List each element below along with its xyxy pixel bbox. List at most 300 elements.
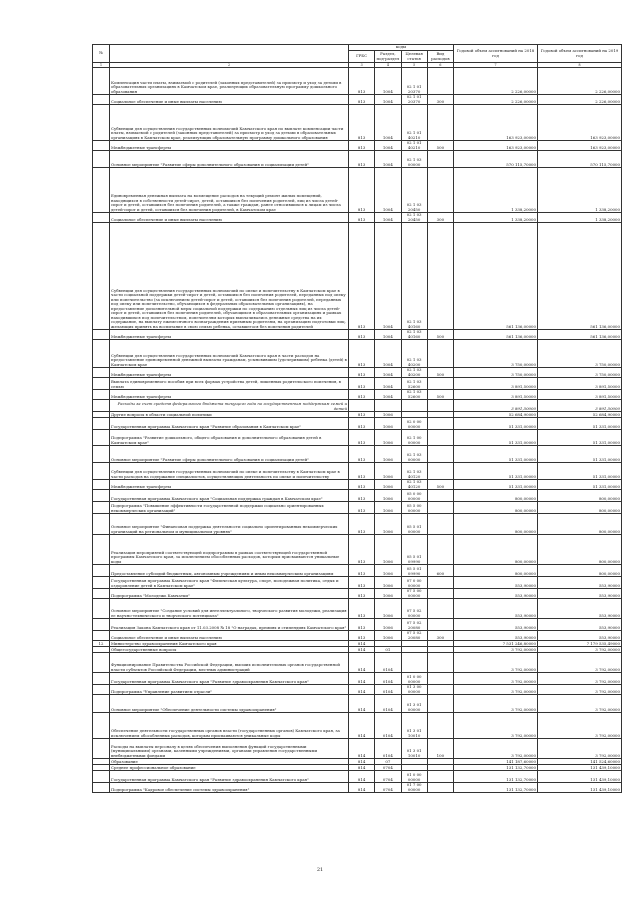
row-section: 1004 [375, 95, 401, 105]
row-name: Социальное обеспечение и иные выплаты населению [110, 95, 349, 105]
table-row [93, 565, 622, 577]
row-amount-2019: 553,90000 [538, 619, 622, 631]
row-expense-type [427, 577, 453, 589]
row-name: Компенсация части платы, взимаемой с родителей (законных представителей) за присмотр и уход за детьми в образовательных организациях в Камчатском крае, реализующих образовательную программу дошкольного образования [110, 68, 349, 95]
row-name: Основное мероприятие "Финансовая поддержка деятельности социально ориентированных некоммерческих организаций на региональном и муниципальном уровнях" [110, 514, 349, 535]
row-name: Межбюджетные трансферты [110, 330, 349, 340]
row-expense-type [427, 599, 453, 619]
table-row [93, 390, 622, 400]
table-body [93, 68, 622, 793]
row-amount-2018: 131 132,70000 [454, 783, 538, 793]
column-index: 3 [349, 63, 375, 68]
row-name: Подпрограмма "Кадровое обеспечение системы здравоохранения" [110, 783, 349, 793]
row-amount-2019: 51 331,00000 [538, 430, 622, 446]
row-grbs: 813 [349, 378, 375, 390]
row-grbs: 814 [349, 765, 375, 771]
row-number [93, 771, 110, 783]
row-amount-2019: 141 524,60000 [538, 759, 622, 765]
row-number [93, 213, 110, 223]
row-name: Субвенции для осуществления государственных полномочий по опеке и попечительству в Камчатском крае в части социальной поддержки детей-сирот и детей, оставшихся без попечения родителей, переданных под опеку или попечительство (за исключением детей-сирот и детей, оставшихся без попечения родителей, переданных под опеку или попечительство, обучающихся в федеральных образовательных организациях), на предоставление дополнительной меры социальной поддержки по содержанию отдельных лиц из числа детей-сирот и детей, оставшихся без попечения родителей, обучающихся в образовательных организациях и рамках находившихся под попечительством, попечителям которых выплачивались денежные средства на их содержание, на выплату ежемесячного вознаграждения приемным родителям, на организацию подготовки лиц, желающих принять на воспитание в свою семью ребенка, оставшегося без попечения родителей [110, 223, 349, 330]
row-amount-2019: 3 891,50000 [538, 378, 622, 390]
column-index: 8 [538, 63, 622, 68]
row-number [93, 168, 110, 213]
table-row [93, 95, 622, 105]
row-amount-2019: 553,90000 [538, 631, 622, 641]
row-target-article: 02 0 00 00000 [401, 418, 427, 430]
row-grbs: 814 [349, 771, 375, 783]
table-row [93, 213, 622, 223]
row-expense-type: 500 [427, 390, 453, 400]
row-number [93, 577, 110, 589]
table-row [93, 490, 622, 502]
row-expense-type [427, 105, 453, 141]
row-target-article: 05 0 00 00000 [401, 490, 427, 502]
row-name: Межбюджетные трансферты [110, 390, 349, 400]
row-expense-type: 300 [427, 95, 453, 105]
row-expense-type [427, 783, 453, 793]
row-expense-type [427, 673, 453, 685]
row-section: 1004 [375, 390, 401, 400]
row-expense-type [427, 490, 453, 502]
column-index: 7 [454, 63, 538, 68]
row-grbs: 813 [349, 631, 375, 641]
header-grbs: ГРБС [349, 51, 375, 63]
table-row [93, 589, 622, 599]
row-section: 1006 [375, 490, 401, 502]
row-number [93, 480, 110, 490]
table-row [93, 151, 622, 168]
row-amount-2018: 51 331,00000 [454, 430, 538, 446]
row-section: 1006 [375, 480, 401, 490]
row-number [93, 223, 110, 330]
row-amount-2018: 3 792,00000 [454, 739, 538, 759]
row-expense-type [427, 68, 453, 95]
header-year-2018: Годовой объем ассигнований на 2018 год [454, 45, 538, 63]
row-amount-2019: 561 136,00000 [538, 330, 622, 340]
table-row [93, 783, 622, 793]
table-row [93, 653, 622, 673]
column-index: 5 [401, 63, 427, 68]
row-number [93, 739, 110, 759]
row-grbs: 813 [349, 418, 375, 430]
row-amount-2018: 553,90000 [454, 631, 538, 641]
row-name: Общегосударственные вопросы [110, 647, 349, 653]
row-target-article: 07 5 02 00000 [401, 599, 427, 619]
row-grbs: 813 [349, 446, 375, 463]
row-amount-2019: 3 792,00000 [538, 713, 622, 739]
row-number [93, 95, 110, 105]
row-expense-type: 600 [427, 565, 453, 577]
row-target-article: 02 1 03 52600 [401, 390, 427, 400]
row-section: 0104 [375, 739, 401, 759]
row-section: 1006 [375, 599, 401, 619]
document-page [92, 44, 622, 793]
row-amount-2019: 2 226,00000 [538, 95, 622, 105]
row-amount-2018: 131 132,70000 [454, 765, 538, 771]
row-amount-2019: 3 750,00000 [538, 340, 622, 368]
row-grbs: 813 [349, 412, 375, 418]
row-target-article [401, 653, 427, 673]
row-amount-2018: 2 226,00000 [454, 95, 538, 105]
row-section: 0704 [375, 783, 401, 793]
column-index: 4 [375, 63, 401, 68]
row-grbs: 813 [349, 514, 375, 535]
row-section: 1006 [375, 535, 401, 565]
row-name: Выплата единовременного пособия при всех формах устройства детей, лишенных родительского попечения, в семью [110, 378, 349, 390]
row-number [93, 631, 110, 641]
row-amount-2019: 800,00000 [538, 535, 622, 565]
row-amount-2019: 131 439,10000 [538, 771, 622, 783]
row-amount-2019: 3 891,50000 [538, 400, 622, 412]
row-section: 1004 [375, 151, 401, 168]
table-row [93, 535, 622, 565]
row-name: Обеспечение деятельности государственных органов власти (государственных органов) Камчатского края, за исключением обособленных расходов, которым присваиваются уникальные коды [110, 713, 349, 739]
row-name: Субвенции для осуществления государственных полномочий по опеке и попечительству в Камчатском крае в части расходов на содержание специалистов, осуществляющих деятельность по опеке и попечительству [110, 463, 349, 480]
row-name: Государственная программа Камчатского края "Физическая культура, спорт, молодежная политика, отдых и оздоровление детей в Камчатском крае" [110, 577, 349, 589]
row-expense-type [427, 463, 453, 480]
row-name: Предоставление субсидий бюджетным, автономным учреждениям и иным некоммерческим организациям [110, 565, 349, 577]
row-section: 07 [375, 759, 401, 765]
row-amount-2018: 553,90000 [454, 619, 538, 631]
row-grbs: 813 [349, 68, 375, 95]
row-expense-type [427, 168, 453, 213]
row-amount-2018: 3 750,00000 [454, 340, 538, 368]
row-expense-type [427, 223, 453, 330]
row-target-article: 02 1 03 20450 [401, 168, 427, 213]
row-name: Социальное обеспечение и иные выплаты населению [110, 213, 349, 223]
row-amount-2019: 3 792,00000 [538, 739, 622, 759]
row-number [93, 151, 110, 168]
row-amount-2019: 553,90000 [538, 589, 622, 599]
row-grbs: 813 [349, 565, 375, 577]
row-number [93, 599, 110, 619]
row-section: 1006 [375, 577, 401, 589]
row-expense-type [427, 151, 453, 168]
row-expense-type [427, 502, 453, 514]
row-name: Подпрограмма "Молодежь Камчатки" [110, 589, 349, 599]
row-number [93, 330, 110, 340]
row-name: Основное мероприятие "Развитие сферы дополнительного образования и социализации детей" [110, 151, 349, 168]
row-amount-2019: 52 684,90000 [538, 412, 622, 418]
row-grbs: 813 [349, 535, 375, 565]
row-amount-2019: 1 338,20000 [538, 213, 622, 223]
row-grbs: 813 [349, 95, 375, 105]
row-section: 1004 [375, 340, 401, 368]
row-expense-type [427, 619, 453, 631]
row-section: 0704 [375, 765, 401, 771]
row-amount-2019: 163 923,00000 [538, 141, 622, 151]
row-expense-type [427, 713, 453, 739]
row-section: 1006 [375, 412, 401, 418]
row-name: Расходы за счет средств федерального бюджета текущего года по государственным поддержкам семей и детей [110, 400, 349, 412]
row-number [93, 446, 110, 463]
row-amount-2018: 800,00000 [454, 490, 538, 502]
row-amount-2018: 3 792,00000 [454, 647, 538, 653]
row-grbs: 813 [349, 213, 375, 223]
row-number [93, 673, 110, 685]
row-expense-type: 500 [427, 330, 453, 340]
table-row [93, 599, 622, 619]
table-row [93, 340, 622, 368]
row-amount-2018: 163 923,00000 [454, 105, 538, 141]
row-amount-2019: 51 331,00000 [538, 418, 622, 430]
row-target-article: 01 0 00 00000 [401, 771, 427, 783]
table-row [93, 418, 622, 430]
row-amount-2019: 3 792,00000 [538, 695, 622, 713]
row-grbs: 813 [349, 390, 375, 400]
row-grbs: 813 [349, 223, 375, 330]
row-amount-2018: 561 136,00000 [454, 223, 538, 330]
table-row [93, 514, 622, 535]
row-target-article: 01 3 01 00000 [401, 695, 427, 713]
table-row [93, 673, 622, 685]
row-amount-2019: 2 226,00000 [538, 68, 622, 95]
row-target-article: 02 1 00 00000 [401, 430, 427, 446]
row-grbs: 813 [349, 589, 375, 599]
table-row [93, 502, 622, 514]
row-name: Подпрограмма "Повышение эффективности государственной поддержки социально ориентированных некоммерческих организаций" [110, 502, 349, 514]
row-target-article: 01 3 00 00000 [401, 685, 427, 695]
row-grbs: 814 [349, 739, 375, 759]
row-number [93, 685, 110, 695]
row-grbs: 813 [349, 330, 375, 340]
row-amount-2018: 800,00000 [454, 502, 538, 514]
row-amount-2018: 553,90000 [454, 599, 538, 619]
row-section: 1004 [375, 168, 401, 213]
row-target-article: 07 5 02 20080 [401, 619, 427, 631]
row-number [93, 430, 110, 446]
row-grbs [349, 400, 375, 412]
header-expense-type: Вид расходов [427, 51, 453, 63]
row-number [93, 535, 110, 565]
row-target-article: 02 1 03 40120 [401, 463, 427, 480]
row-target-article [401, 400, 427, 412]
row-grbs: 813 [349, 368, 375, 378]
row-number [93, 390, 110, 400]
row-section: 0704 [375, 771, 401, 783]
row-amount-2019: 800,00000 [538, 490, 622, 502]
row-number [93, 589, 110, 599]
row-expense-type [427, 685, 453, 695]
column-index: 2 [110, 63, 349, 68]
row-section: 0104 [375, 673, 401, 685]
row-grbs: 813 [349, 430, 375, 446]
row-target-article: 07 5 00 00000 [401, 589, 427, 599]
row-target-article: 07 5 02 20080 [401, 631, 427, 641]
row-amount-2019: 3 792,00000 [538, 647, 622, 653]
row-section: 1004 [375, 141, 401, 151]
row-number: 12 [93, 641, 110, 647]
row-amount-2019: 3 792,00000 [538, 653, 622, 673]
row-grbs: 813 [349, 577, 375, 589]
row-expense-type [427, 771, 453, 783]
row-number [93, 400, 110, 412]
table-row [93, 619, 622, 631]
table-row [93, 223, 622, 330]
row-amount-2018: 51 331,00000 [454, 446, 538, 463]
table-row [93, 463, 622, 480]
row-section: 1006 [375, 502, 401, 514]
row-amount-2018: 561 136,00000 [454, 330, 538, 340]
row-section: 0104 [375, 713, 401, 739]
row-target-article: 01 3 01 10010 [401, 739, 427, 759]
row-amount-2018: 3 891,50000 [454, 378, 538, 390]
row-target-article: 02 1 03 40200 [401, 340, 427, 368]
table-row [93, 105, 622, 141]
row-expense-type [427, 514, 453, 535]
row-number [93, 68, 110, 95]
page-number: 21 [316, 867, 324, 873]
row-amount-2018: 131 132,70000 [454, 771, 538, 783]
row-expense-type: 100 [427, 739, 453, 759]
row-number [93, 141, 110, 151]
row-amount-2018: 51 331,00000 [454, 480, 538, 490]
row-amount-2018: 3 792,00000 [454, 673, 538, 685]
row-amount-2018: 2 226,00000 [454, 68, 538, 95]
row-section: 01 [375, 647, 401, 653]
row-section: 1004 [375, 368, 401, 378]
row-grbs: 814 [349, 653, 375, 673]
row-expense-type [427, 446, 453, 463]
row-name: Реализация мероприятий соответствующей подпрограммы в рамках соответствующей государственной программы Камчатского края, за исключением обособленных расходов, которым присваиваются уникальные коды [110, 535, 349, 565]
row-amount-2018: 1 338,20000 [454, 168, 538, 213]
row-amount-2018: 141 187,60000 [454, 759, 538, 765]
row-name: Другие вопросы в области социальной политики [110, 412, 349, 418]
column-index: 6 [427, 63, 453, 68]
row-target-article: 02 1 03 40160 [401, 223, 427, 330]
row-section: 1004 [375, 213, 401, 223]
row-section: 1006 [375, 463, 401, 480]
row-amount-2018: 3 750,00000 [454, 368, 538, 378]
row-amount-2019: 800,00000 [538, 565, 622, 577]
row-amount-2019: 800,00000 [538, 502, 622, 514]
row-expense-type [427, 430, 453, 446]
row-expense-type [427, 340, 453, 368]
table-row [93, 577, 622, 589]
row-section: 1006 [375, 631, 401, 641]
row-number [93, 418, 110, 430]
row-amount-2018: 51 331,00000 [454, 463, 538, 480]
row-target-article: 02 1 03 20450 [401, 213, 427, 223]
row-amount-2019: 131 439,10000 [538, 765, 622, 771]
row-number [93, 463, 110, 480]
table-row [93, 695, 622, 713]
row-target-article: 02 1 03 40120 [401, 480, 427, 490]
table-row [93, 330, 622, 340]
row-target-article: 05 5 01 00000 [401, 514, 427, 535]
row-grbs: 813 [349, 168, 375, 213]
row-amount-2019: 3 792,00000 [538, 673, 622, 685]
row-expense-type: 300 [427, 213, 453, 223]
row-amount-2019: 800,00000 [538, 514, 622, 535]
row-expense-type [427, 589, 453, 599]
row-number [93, 619, 110, 631]
row-number [93, 340, 110, 368]
row-name: Основное мероприятие "Создание условий для интеллектуального, творческого развития молодежи, реализация ее научно-технического и творческого потенциала" [110, 599, 349, 619]
table-row [93, 141, 622, 151]
row-amount-2018: 1 338,20000 [454, 213, 538, 223]
row-grbs: 813 [349, 105, 375, 141]
row-number [93, 368, 110, 378]
row-amount-2019: 51 331,00000 [538, 463, 622, 480]
row-name: Межбюджетные трансферты [110, 480, 349, 490]
table-row [93, 368, 622, 378]
row-section: 1004 [375, 68, 401, 95]
row-name: Межбюджетные трансферты [110, 141, 349, 151]
row-section: 1006 [375, 589, 401, 599]
row-number [93, 713, 110, 739]
row-section: 1004 [375, 330, 401, 340]
row-amount-2018: 3 792,00000 [454, 653, 538, 673]
row-target-article: 01 7 00 00000 [401, 783, 427, 793]
row-amount-2019: 1 338,20000 [538, 168, 622, 213]
row-amount-2019: 3 750,00000 [538, 368, 622, 378]
row-grbs: 814 [349, 783, 375, 793]
row-amount-2018: 800,00000 [454, 535, 538, 565]
row-amount-2018: 800,00000 [454, 565, 538, 577]
header-name [110, 45, 349, 63]
row-number [93, 783, 110, 793]
row-grbs: 814 [349, 695, 375, 713]
row-section: 0104 [375, 695, 401, 713]
row-section: 1006 [375, 418, 401, 430]
row-amount-2018: 3 891,50000 [454, 400, 538, 412]
row-grbs: 813 [349, 340, 375, 368]
row-grbs: 813 [349, 151, 375, 168]
row-name: Основное мероприятие "Развитие сферы дополнительного образования и социализации детей" [110, 446, 349, 463]
row-section [375, 400, 401, 412]
row-amount-2019: 3 792,00000 [538, 685, 622, 695]
row-expense-type [427, 418, 453, 430]
row-target-article: 02 1 01 20370 [401, 95, 427, 105]
row-target-article: 05 5 01 09990 [401, 565, 427, 577]
row-amount-2019: 3 891,50000 [538, 390, 622, 400]
row-expense-type [427, 378, 453, 390]
row-expense-type [427, 535, 453, 565]
table-row [93, 739, 622, 759]
row-name: Субвенции для осуществления государственных полномочий Камчатского края в части расходов на предоставление единовременной денежной выплаты гражданам, усыновившим (удочерившим) ребенка (детей) в Камчатском крае [110, 340, 349, 368]
row-grbs: 814 [349, 673, 375, 685]
row-amount-2019: 7 179 535,49000 [538, 641, 622, 647]
row-amount-2019: 553,90000 [538, 577, 622, 589]
row-section: 1004 [375, 223, 401, 330]
table-row [93, 378, 622, 390]
row-grbs: 813 [349, 141, 375, 151]
row-name: Межбюджетные трансферты [110, 368, 349, 378]
row-section: 1006 [375, 514, 401, 535]
row-number [93, 565, 110, 577]
row-amount-2018: 51 331,00000 [454, 418, 538, 430]
row-grbs: 814 [349, 647, 375, 653]
row-grbs: 813 [349, 463, 375, 480]
header-number: № [93, 45, 110, 63]
row-expense-type [427, 653, 453, 673]
row-section: 1004 [375, 105, 401, 141]
row-name: Государственная программа Камчатского края "Развитие образования в Камчатском крае" [110, 418, 349, 430]
row-amount-2019: 561 136,00000 [538, 223, 622, 330]
table-row [93, 685, 622, 695]
table-row [93, 480, 622, 490]
row-grbs: 814 [349, 685, 375, 695]
table-row [93, 430, 622, 446]
row-amount-2019: 553,90000 [538, 599, 622, 619]
row-amount-2018: 3 891,50000 [454, 390, 538, 400]
row-name: Государственная программа Камчатского края "Социальная поддержка граждан в Камчатском крае" [110, 490, 349, 502]
row-name: Расходы на выплаты персоналу в целях обеспечения выполнения функций государственными (муниципальными) органами, казенными учреждениями, органами управления государственными внебюджетными фондами [110, 739, 349, 759]
row-amount-2018: 7 531 246,80000 [454, 641, 538, 647]
row-amount-2019: 570 115,70000 [538, 151, 622, 168]
row-section: 1006 [375, 565, 401, 577]
